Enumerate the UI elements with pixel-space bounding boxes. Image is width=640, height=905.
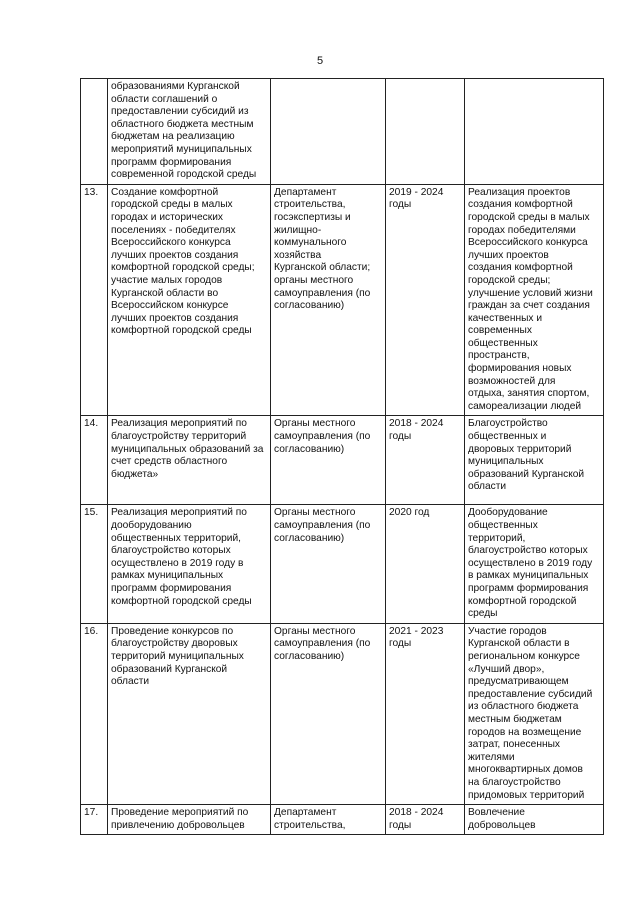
event-cell: Проведение конкурсов по благоустройству дворовых территорий муниципальных образований Курганской области xyxy=(108,623,271,804)
result-cell: Реализация проектов создания комфортной городской среды в малых городах победителями Всероссийского конкурса лучших проектов создания комфортной городской среды; улучшение условий жизни граждан за счет создания качественных и современных общественных пространств, формирования новых возможностей для отдыха, занятия спортом, самореализации людей xyxy=(465,184,604,416)
responsible-cell: Органы местного самоуправления (по согласованию) xyxy=(271,623,386,804)
responsible-cell xyxy=(271,79,386,185)
term-cell xyxy=(386,79,465,185)
page-number: 5 xyxy=(316,55,324,67)
table-row xyxy=(81,805,604,835)
row-number: 13. xyxy=(81,184,108,416)
row-number xyxy=(81,79,108,185)
result-cell: Вовлечение добровольцев xyxy=(465,805,604,835)
event-cell: Проведение мероприятий по привлечению добровольцев xyxy=(108,805,271,835)
table-row xyxy=(81,623,604,804)
result-cell: Участие городов Курганской области в региональном конкурсе «Лучший двор», предусматривающем предоставление субсидий из областного бюджета местным бюджетам городов на возмещение затрат, понесенных жителями многоквартирных домов на благоустройство придомовых территорий xyxy=(465,623,604,804)
event-cell: Реализация мероприятий по дооборудованию общественных территорий, благоустройство которых осуществлено в 2019 году в рамках муниципальных программ формирования комфортной городской среды xyxy=(108,505,271,623)
result-cell: Дооборудование общественных территорий, благоустройство которых осуществлено в 2019 году в рамках муниципальных программ формирования комфортной городской среды xyxy=(465,505,604,623)
table-row xyxy=(81,184,604,416)
measures-table xyxy=(80,78,604,835)
term-cell: 2018 - 2024 годы xyxy=(386,805,465,835)
term-cell: 2020 год xyxy=(386,505,465,623)
term-cell: 2021 - 2023 годы xyxy=(386,623,465,804)
event-cell: Создание комфортной городской среды в малых городах и исторических поселениях - победителях Всероссийского конкурса лучших проектов создания комфортной городской среды; участие малых городов Курганской области во Всероссийском конкурсе лучших проектов создания комфортной городской среды xyxy=(108,184,271,416)
row-number: 14. xyxy=(81,416,108,505)
term-cell: 2018 - 2024 годы xyxy=(386,416,465,505)
table-row xyxy=(81,416,604,505)
responsible-cell: Департамент строительства, госэкспертизы и жилищно- коммунального хозяйства Курганской области; органы местного самоуправления (по согласованию) xyxy=(271,184,386,416)
row-number: 17. xyxy=(81,805,108,835)
table-row xyxy=(81,505,604,623)
responsible-cell: Органы местного самоуправления (по согласованию) xyxy=(271,416,386,505)
result-cell: Благоустройство общественных и дворовых территорий муниципальных образований Курганской области xyxy=(465,416,604,505)
row-number: 15. xyxy=(81,505,108,623)
result-cell xyxy=(465,79,604,185)
table-row xyxy=(81,79,604,185)
term-cell: 2019 - 2024 годы xyxy=(386,184,465,416)
responsible-cell: Органы местного самоуправления (по согласованию) xyxy=(271,505,386,623)
row-number: 16. xyxy=(81,623,108,804)
responsible-cell: Департамент строительства, xyxy=(271,805,386,835)
event-cell: Реализация мероприятий по благоустройству территорий муниципальных образований за счет средств областного бюджета» xyxy=(108,416,271,505)
event-cell: образованиями Курганской области соглашений о предоставлении субсидий из областного бюджета местным бюджетам на реализацию мероприятий муниципальных программ формирования современной городской среды xyxy=(108,79,271,185)
